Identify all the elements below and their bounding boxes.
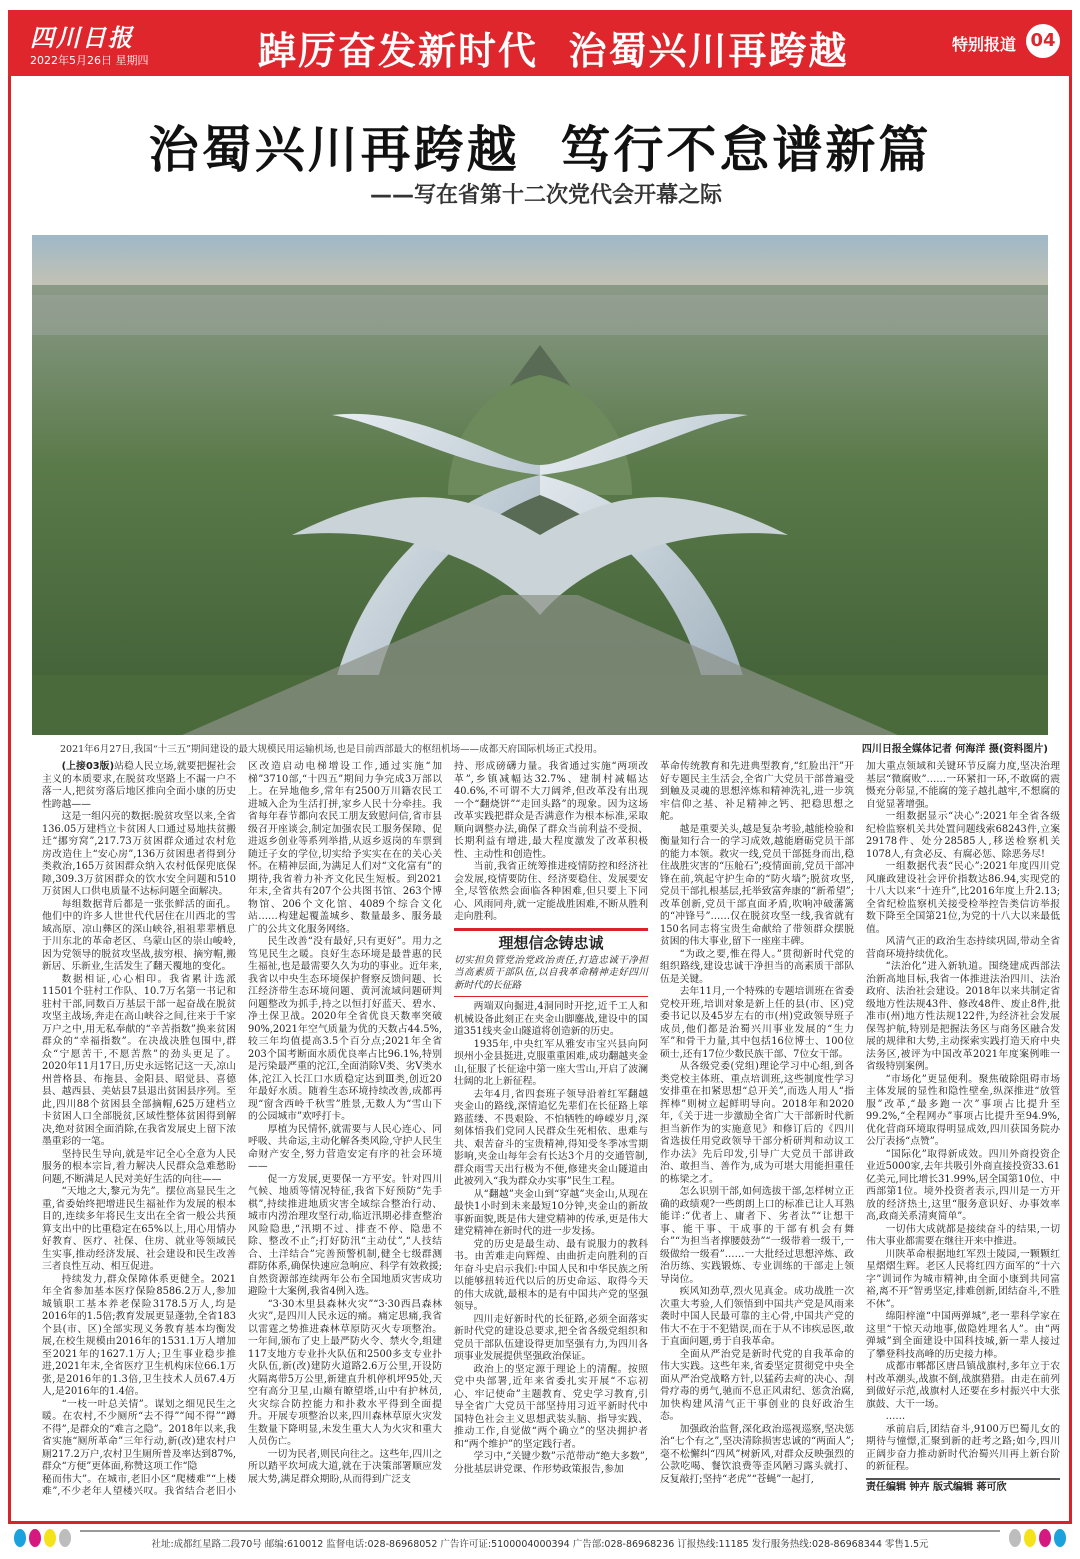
paragraph: 这是一组闪亮的数据:脱贫攻坚以来,全省136.05万建档立卡贫困人口通过易地扶贫搬迁“挪穷窝”,217.73万贫困群众通过农村危房改造住上“安心房”,136万贫困患者得到分类救治,165万贫困群众纳入农村低保兜底保障,309.3万贫困群众的饮水安全问题和510万贫困人口供电质量不达标问题全面解决。 xyxy=(42,811,236,897)
paragraph: 一组数据显示“决心”:2021年全省各级纪检监察机关共处置问题线索68243件,立案29178件、处分28585人,移送检察机关1078人,有贪必反、有腐必惩、除恶务尽! xyxy=(866,811,1060,860)
paragraph: 去年11月,一个特殊的专题培训班在省委党校开班,培训对象是新上任的县(市、区)党委书记以及45岁左右的市(州)党政领导班子成员,他们都是治蜀兴川事业发展的“生力军”和骨干力量,其中包括16位博士、100位硕士,还有17位少数民族干部、7位女干部。 xyxy=(660,986,854,1060)
paragraph: (上接03版)站稳人民立场,就要把握社会主义的本质要求,在脱贫攻坚路上不漏一户不落一人,把贫穷落后地区推向全面小康的历史性跨越—— xyxy=(42,761,236,810)
paragraph: 坚持民生导向,就是牢记全心全意为人民服务的根本宗旨,着力解决人民群众急难愁盼问题,不断满足人民对美好生活的向往—— xyxy=(42,1148,236,1185)
masthead xyxy=(8,10,1072,76)
paragraph: 全面从严治党是新时代党的自我革命的伟大实践。这些年来,省委坚定贯彻党中央全面从严治党战略方针,以猛药去疴的决心、刮骨疗毒的勇气,驰而不息正风肃纪、惩贪治腐,加快构建风清气正干事创业的良好政治生态。 xyxy=(660,1348,854,1422)
paragraph: 数据相证,心心相印。我省累计选派11501个驻村工作队、10.7万名第一书记和驻村干部,同数百万基层干部一起奋战在脱贫攻坚主战场,奔走在高山峡谷之间,往来于千家万户之中,用无私奉献的“辛苦指数”换来贫困群众的“幸福指数”。在决战决胜包围中,群众“宁愿苦干,不愿苦熬”的劲头更足了。2020年11月17日,历史永远铭记这一天,凉山州普格县、布拖县、金阳县、昭觉县、喜德县、越西县、美姑县7县退出贫困县序列。至此,四川88个贫困县全部摘帽,625万建档立卡贫困人口全部脱贫,区域性整体贫困得到解决,绝对贫困全面消除,在我省发展史上留下浓墨重彩的一笔。 xyxy=(42,973,236,1147)
paragraph: 从各级党委(党组)理论学习中心组,到各类党校主体班、重点培训班,这些制度性学习安排重在扣紧思想“总开关”,而选人用人“指挥棒”则树立起鲜明导向。2018年和2020年,《关于进一步激励全省广大干部新时代新担当新作为的实施意见》和修订后的《四川省选拔任用党政领导干部分析研判和动议工作办法》先后印发,引导广大党员干部讲政治、敢担当、善作为,成为可堪大用能担重任的栋梁之才。 xyxy=(660,1061,854,1185)
paragraph: 风清气正的政治生态持续巩固,带动全省营商环境持续优化。 xyxy=(866,936,1060,960)
section-heading-box xyxy=(454,928,648,998)
publisher-footer: 社址:成都红星路二段70号 邮编:610012 监督电话:028-86968052 广告许可证:5100004000394 广告部:028-86968236 订报热线:11185 发行服务热线:028-86968344 零售1.5元 xyxy=(151,1539,929,1550)
paragraph: 一切为民者,则民向往之。这些年,四川之所以踏平坎坷成大道,就在于决策部署顺应发展大势,满足群众期盼,从而得到广泛支 xyxy=(248,1448,442,1485)
paragraph: 持、形成磅礴力量。我省通过实施“两项改革”,乡镇减幅达32.7%、建制村减幅达40.6%,不可谓不大刀阔斧,但改革没有出现一个“翻烧饼”“走回头路”的现象。因为这场改革实践把群众是否满意作为根本标准,采取顺向调整办法,确保了群众当前利益不受损、长期利益有增进,最大程度激发了改革积极性、主动性和创造性。 xyxy=(454,761,648,860)
section-lead: 切实担负管党治党政治责任,打造忠诚干净担当高素质干部队伍,以自我革命精神走好四川新时代的长征路 xyxy=(454,954,648,991)
subheadline: ——写在省第十二次党代会开幕之际 xyxy=(370,183,723,208)
paragraph: 四川走好新时代的长征路,必须全面落实新时代党的建设总要求,把全省各级党组织和党员干部队伍建设得更加坚强有力,为四川各项事业发展提供坚强政治保证。 xyxy=(454,1313,648,1362)
continued-from-label: (上接03版) xyxy=(61,761,115,772)
paragraph: 一切伟大成就都是接续奋斗的结果,一切伟大事业都需要在继往开来中推进。 xyxy=(866,1223,1060,1247)
paragraph: 政治上的坚定源于理论上的清醒。按照党中央部署,近年来省委扎实开展“不忘初心、牢记使命”主题教育、党史学习教育,引导全省广大党员干部坚持用习近平新时代中国特色社会主义思想武装头脑、指导实践、推动工作,自觉做“两个确立”的坚决拥护者和“两个维护”的坚定践行者。 xyxy=(454,1363,648,1450)
paragraph: 绵阳梓潼“中国两弹城”,老一辈科学家在这里“干惊天动地事,做隐姓埋名人”。由“两弹城”到全面建设中国科技城,新一辈人接过了攀登科技高峰的历史接力棒。 xyxy=(866,1311,1060,1360)
paragraph: 加强政治监督,深化政治巡视巡察,坚决惩治“七个有之”,坚决清除损害忠诚的“两面人”;毫不松懈纠“四风”树新风,对群众反映强烈的公款吃喝、餐饮浪费等歪风陋习露头就打、反复敲打;坚持“老虎”“苍蝇”一起打, xyxy=(660,1423,854,1485)
section-heading: 理想信念铸忠诚 xyxy=(498,933,604,952)
section-label: 特别报道 xyxy=(951,35,1016,54)
paragraph: “3·30木里县森林火灾”“3·30西昌森林火灾”,是四川人民永远的痛。痛定思痛,我省以雷霆之势推进森林草原防灭火专项整治。一年间,颁布了史上最严防火令、禁火令,组建117支地方专业扑火队伍和2500多支专业扑火队伍,新(改)建防火道路2.6万公里,开设防火隔离带5万公里,新建直升机停机坪95处,天空有高分卫星,山巅有瞭望塔,山中有护林员,火灾综合防控能力和扑救水平得到全面提升。开展专项整治以来,四川森林草原火灾发生数量下降明显,未发生重大人为火灾和重大人员伤亡。 xyxy=(248,1298,442,1447)
paragraph: “市场化”更显便利。聚焦破除阻碍市场主体发展的显性和隐性壁垒,纵深推进“放管服”改革,“最多跑一次”事项占比提升至99.2%,“全程网办”事项占比提升至94.9%,优化营商环境取得明显成效,四川获国务院办公厅表扬“点赞”。 xyxy=(866,1073,1060,1147)
paragraph: 民生改善“没有最好,只有更好”。用力之笃见民生之暖。良好生态环境是最普惠的民生福祉,也是最需要久久为功的事业。近年来,我省以中央生态环境保护督察反馈问题、长江经济带生态环境问题、黄河流域问题研判问题整改为抓手,持之以恒打好蓝天、碧水、净土保卫战。2020年全省优良天数率突破90%,2021年空气质量为优的天数占44.5%,较三年均值提高3.5个百分点;2021年全省203个国考断面水质优良率占比96.1%,特别是污染最严重的沱江,全面消除Ⅴ类、劣Ⅴ类水体,沱江入长江口水质稳定达到Ⅲ类,创近20年最好水质。随着生态环境持续改善,成都再现“窗含西岭千秋雪”胜景,无数人为“雪山下的公园城市”欢呼打卡。 xyxy=(248,936,442,1122)
page-number: 04 xyxy=(1026,24,1060,58)
paragraph: “国际化”取得新成效。四川外商投资企业近5000家,去年共吸引外商直接投资33.61亿美元,同比增长31.99%,居全国第10位、中西部第1位。境外投资者表示,四川是一方开放的经济热土,这里“服务意识好、办事效率高,政商关系清爽简单”。 xyxy=(866,1148,1060,1222)
paragraph: 怎么识别干部,如何选拔干部,怎样树立正确的政绩观?一些朗朗上口的标准已让人耳熟能详:“优者上、庸者下、劣者汰”“让想干事、能干事、干成事的干部有机会有舞台”“为担当者撑腰鼓劲”“一级带着一级干,一级做给一级看”……一大批经过思想淬炼、政治历练、实践锻炼、专业训练的干部走上领导岗位。 xyxy=(660,1186,854,1285)
newspaper-logo: 四川日报 xyxy=(30,23,134,52)
photo-caption: 2021年6月27日,我国“十三五”期间建设的最大规模民用运输机场,也是目前西部最大的枢纽机场——成都天府国际机场正式投用。 xyxy=(60,744,603,755)
paragraph: 成都市郫都区唐昌镇战旗村,多年立于农村改革潮头,战旗不倒,战旗猎猎。由走在前列到做好示范,战旗村人还要在乡村振兴中大张旗鼓、大干一场。 xyxy=(866,1361,1060,1410)
paragraph: 革命传统教育和先进典型教育,“红脸出汗”开好专题民主生活会,全省广大党员干部普遍受到触及灵魂的思想淬炼和精神洗礼,进一步筑牢信仰之基、补足精神之钙、把稳思想之舵。 xyxy=(660,761,854,822)
paragraph: 厚植为民情怀,就需要与人民心连心、同呼吸、共命运,主动化解各类风险,守护人民生命财产安全,努力营造安定有序的社会环境—— xyxy=(248,1123,442,1172)
headline: 治蜀兴川再跨越 笃行不怠谱新篇 xyxy=(148,121,932,179)
paragraph: 越是重要关头,越是复杂考验,越能检验和衡量知行合一的学习成效,越能磨砺党员干部的能力本领。救灾一线,党员干部挺身而出,稳住战胜灾害的“压舱石”;疫情面前,党员干部冲锋在前,筑起守护生命的“防火墙”;脱贫攻坚,党员干部扎根基层,托举致富奔康的“新希望”;改革创新,党员干部直面矛盾,吹响冲破藩篱的“冲锋号”……仅在脱贫攻坚一线,我省就有150名同志将宝贵生命献给了带领群众摆脱贫困的伟大事业,留下一座座丰碑。 xyxy=(660,823,854,947)
paragraph: “法治化”进入新轨道。围绕建成西部法治新高地目标,我省一体推进法治四川、法治政府、法治社会建设。2018年以来共制定省级地方性法规43件、修改48件、废止8件,批准市(州)地方性法规122件,为经济社会发展保驾护航,特别是把握法务区与商务区融合发展的规律和大势,主动探索实践打造天府中央法务区,被评为中国改革2021年度案例唯一省级特别案例。 xyxy=(866,961,1060,1072)
article-body xyxy=(42,761,1060,1499)
paragraph: 党的历史是最生动、最有说服力的教科书。由苦难走向辉煌、由曲折走向胜利的百年奋斗史启示我们:中国人民和中华民族之所以能够扭转近代以后的历史命运、取得今天的伟大成就,最根本的是有中国共产党的坚强领导。 xyxy=(454,1238,648,1312)
paragraph: 1935年,中央红军从雅安市宝兴县向阿坝州小金县挺进,克服重重困难,成功翻越夹金山,征服了长征途中第一座大雪山,开启了波澜壮阔的北上新征程。 xyxy=(454,1038,648,1087)
paragraph: 从“翻越”夹金山到“穿越”夹金山,从现在最快1小时到未来最短10分钟,夹金山的新故事新面貌,既是伟大建党精神的传承,更是伟大建党精神在新时代的进一步发扬。 xyxy=(454,1188,648,1237)
footer-rule xyxy=(80,1530,1000,1532)
issue-date: 2022年5月26日 星期四 xyxy=(30,54,149,67)
paragraph: 疾风知劲草,烈火见真金。成功战胜一次次重大考验,人们领悟到中国共产党是风雨来袭时中国人民最可靠的主心骨,中国共产党的伟大不在于不犯错误,而在于从不讳疾忌医,敢于直面问题,勇于自我革命。 xyxy=(660,1286,854,1347)
paragraph: …… xyxy=(885,1411,906,1422)
paragraph: “天地之大,黎元为先”。摆位高显民生之重,省委始终把增进民生福祉作为发展的根本目的,连续多年将民生支出在全省一般公共预算支出中的比重稳定在65%以上,用心用情办好教育、医疗、社保、住房、就业等领域民生实事,推动经济发展、社会建设和民生改善三者良性互动、相互促进。 xyxy=(42,1186,236,1272)
paragraph: 加大重点领域和关键环节反腐力度,坚决治理基层“微腐败”……一环紧扣一环,不敢腐的震慑充分彰显,不能腐的笼子越扎越牢,不想腐的自觉显著增强。 xyxy=(866,761,1060,810)
editor-credits: 责任编辑 钟卉 版式编辑 蒋可欣 xyxy=(866,1478,1060,1495)
paragraph: 两端双向掘进,4洞同时开挖,近千工人和机械设备此刻正在夹金山脚鏖战,建设中的国道351线夹金山隧道将创造新的历史。 xyxy=(454,1001,648,1037)
paragraph: 每组数据背后都是一张张鲜活的面孔。他们中的许多人世世代代居住在川西北的雪域高原、凉山彝区的深山峡谷,祖祖辈辈栖息于川东北的革命老区、乌蒙山区的崇山峻岭,因为党领导的脱贫攻坚战,拔穷根、摘穷帽,搬新居、乐新业,生活发生了翻天覆地的变化。 xyxy=(42,898,236,972)
paragraph: “一枝一叶总关情”。谋划之细见民生之暖。在农村,不少厕所“去不得”“闻不得”“蹲不得”,是群众的“难言之隐”。2018年以来,我省实施“厕所革命”三年行动,新(改)建农村户厕217.2万户,农村卫生厕所普及率达到87%,群众“方便”更体面,称赞这项工作“隐 xyxy=(42,1398,236,1472)
masthead-slogan: 踔厉奋发新时代 治蜀兴川再跨越 xyxy=(258,29,849,73)
paragraph: 促一方发展,更要保一方平安。针对四川气候、地质等情况特征,我省下好预防“先手棋”,持续推进地质灾害全域综合整治行动、城市内涝治理攻坚行动,临近汛期必排查整治风险隐患,“汛期不过、排查不停、隐患不除、整改不止”;打好防汛“主动仗”,“人技结合、土洋结合”完善预警机制,健全七级群测群防体系,确保快速应急响应、科学有效救援;自然资源部连续两年公布全国地质灾害成功避险十大案例,我省4例入选。 xyxy=(248,1173,442,1297)
paragraph: 一组数据代表“民心”:2021年度四川党风廉政建设社会评价指数达86.94,实现党的十八大以来“十连升”,比2016年度上升2.13;全省纪检监察机关接受检举控告类信访举报数下降至全国第21位,为党的十八大以来最低值。 xyxy=(866,861,1060,935)
paragraph: “为政之要,惟在得人。”贯彻新时代党的组织路线,建设忠诚干净担当的高素质干部队伍是关键。 xyxy=(660,948,854,985)
airport-photo xyxy=(32,235,1048,735)
paragraph: 学习中,“关键少数”示范带动“绝大多数”,分批基层讲党课、作形势政策报告,参加 xyxy=(454,1451,648,1475)
paragraph: 去年4月,省四套班子领导沿着红军翻越夹金山的路线,深情追忆先辈们在长征路上筚路蓝缕、不畏艰险、不怕牺牲的峥嵘岁月,深刻体悟我们党同人民群众生死相依、患难与共、艰苦奋斗的宝贵精神,得知受冬季冰雪期影响,夹金山每年会有长达3个月的交通管制,群众雨雪天出行极为不便,修建夹金山隧道由此被列入“我为群众办实事”民生工程。 xyxy=(454,1088,648,1187)
paragraph: 承前启后,团结奋斗,9100万巴蜀儿女的期待与憧憬,汇聚到新的赶考之路;如今,四川正阔步奋力推动新时代治蜀兴川再上新台阶的新征程。 xyxy=(866,1423,1060,1472)
paragraph: 川陕革命根据地红军烈士陵园,一颗颗红星熠熠生辉。老区人民将红四方面军的“十六字”训词作为城市精神,由全面小康到共同富裕,离不开“智勇坚定,排难创新,团结奋斗,不胜不休”。 xyxy=(866,1248,1060,1310)
photo-credit: 四川日报全媒体记者 何海洋 摄(资料图片) xyxy=(861,744,1048,755)
paragraph: 当前,我省正统筹推进疫情防控和经济社会发展,疫情要防住、经济要稳住、发展要安全,尽管依然会面临各种困难,但只要上下同心、风雨同舟,就一定能战胜困难,不断从胜利走向胜利。 xyxy=(454,861,648,922)
paragraph: 持续发力,群众保障体系更健全。2021年全省参加基本医疗保险8586.2万人,参加城镇职工基本养老保险3178.5万人,均是2016年的1.5倍;教育发展更显蓬勃,全省183个县(市、区)全部实现义务教育基本均衡发展,在校生规模由2016年的1531.1万人增加至2021年的1627.1万人;卫生事业稳步推进,2021年末,全省医疗卫生机构床位66.1万张,是2016年的1.3倍,卫生技术人员67.4万人,是2016年的1.4倍。 xyxy=(42,1273,236,1397)
paragraph: 秘而伟大”。在城市,老旧小区“爬楼难”“上楼难”,不少老年人望楼兴叹。我省结合老旧小区改造启动电梯增设工作,通过实施“加梯”3710部,“十四五”期间力争完成3万部以上。在异地他乡,常年有2500万川籍农民工进城入企为生活打拼,家乡人民十分牵挂。我省每年春节都向农民工朋友致慰问信,省市县级召开座谈会,制定加强农民工服务保障、促进返乡创业等系列举措,从返乡返岗的车票到随迁子女的学位,切实给予实实在在的关心关怀。在精神层面,为满足人们对“文化富有”的期待,我省着力补齐文化民生短板。到2021年末,全省共有207个公共图书馆、263个博物馆、206个文化馆、4089个综合文化站……构建起覆盖城乡、数量最多、服务最广的公共文化服务网络。 xyxy=(42,761,442,1497)
